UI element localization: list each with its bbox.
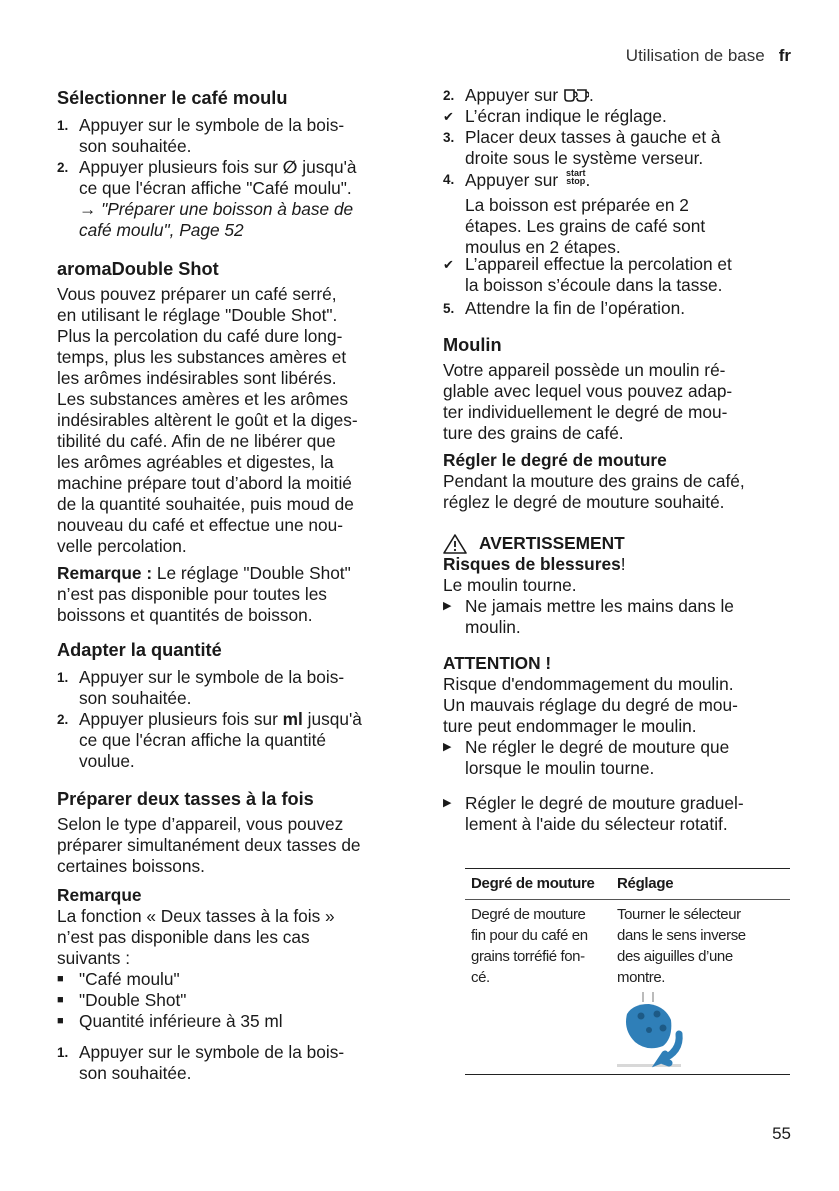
grind-setting-body: Pendant la mouture des grains de café, réglez le degré de mouture souhaité. [443,471,745,512]
check-icon: ✔ [443,257,454,272]
left-column [57,84,407,1084]
two-cups-icon [563,87,589,103]
step-1: 1. Appuyer sur le symbole de la bois- son souhaitée. [57,667,345,708]
page-number: 55 [772,1124,791,1143]
heading-aroma-double-shot: aromaDouble Shot [57,259,219,279]
step-5: 5. Attendre la fin de l’opération. [443,298,685,318]
table-header: Degré de mouture Réglage [465,869,790,900]
page-header [626,46,791,66]
two-cups-body: Selon le type d’appareil, vous pouvez préparer simultanément deux tasses de certaines boissons. [57,814,361,876]
result-display: ✔ L’écran indique le réglage. [443,106,667,126]
step-4: 4. Appuyer sur start stop . [443,168,591,190]
moulin-body: Votre appareil possède un moulin ré- glable avec lequel vous pouvez adap- ter individuellement le degré de mou- ture des grains de café. [443,360,733,443]
attention-action: ▶ Ne régler le degré de mouture que lorsque le moulin tourne. [443,737,730,778]
step-2: 2. Appuyer plusieurs fois sur ∅ jusqu'à ce que l'écran affiche "Café moulu". → "Préparer une boisson à base de café moulu", Page 52 [57,157,407,241]
check-icon: ✔ [443,109,454,124]
remark-title: Remarque [57,885,142,905]
warning-heading: AVERTISSEMENT [443,533,793,554]
result-percolation: ✔ L’appareil effectue la percolation et la boisson s’écoule dans la tasse. [443,254,732,295]
step-1: 1. Appuyer sur le symbole de la bois- son souhaitée. [57,1042,345,1083]
section-title: Utilisation de base [625,46,765,65]
grinder-dial-icon [613,990,693,1070]
heading-moulin: Moulin [443,335,502,355]
heading-adjust-quantity: Adapter la quantité [57,640,222,660]
list-item: ■ Quantité inférieure à 35 ml [57,1011,283,1031]
attention-title: ATTENTION ! [443,653,552,673]
step-2: 2. Appuyer sur . [443,85,594,105]
final-action: ▶ Régler le degré de mouture graduel- lement à l'aide du sélecteur rotatif. [443,793,744,834]
grind-table [465,868,790,1075]
table-row: Degré de mouture fin pour du café en grains torréfié fon- cé. Tourner le sélecteur dans le sens inverse des aiguilles d’une montre. [465,900,790,1070]
step-2: 2. Appuyer plusieurs fois sur ml jusqu'à ce que l'écran affiche la quantité voulue. [57,709,362,771]
right-column [443,84,793,835]
cross-reference: → "Préparer une boisson à base de [79,199,354,219]
step-4-body: La boisson est préparée en 2 étapes. Les grains de café sont moulus en 2 étapes. [465,195,706,257]
two-cups-remark: La fonction « Deux tasses à la fois » n’est pas disponible dans les cas suivants : [57,906,335,968]
warning-action: ▶ Ne jamais mettre les mains dans le moulin. [443,596,734,637]
step-1: 1. Appuyer sur le symbole de la bois- son souhaitée. [57,115,345,156]
language-tag: fr [778,46,791,65]
list-item: ■ "Café moulu" [57,969,180,989]
step-3: 3. Placer deux tasses à gauche et à droite sous le système verseur. [443,127,721,168]
start-stop-icon: start stop [566,168,586,186]
heading-grind-setting: Régler le degré de mouture [443,450,667,470]
double-shot-remark: Remarque : Le réglage "Double Shot" n’est pas disponible pour toutes les boissons et quantités de boisson. [57,563,351,625]
warning-triangle-icon [443,534,467,554]
attention-body: Risque d'endommagement du moulin. Un mauvais réglage du degré de mou- ture peut endommager le moulin. [443,674,738,736]
heading-select-ground-coffee: Sélectionner le café moulu [57,88,288,108]
double-shot-body: Vous pouvez préparer un café serré, en utilisant le réglage "Double Shot". Plus la percolation du café dure long- temps, plus les substances amères et les arômes indésirables sont libérés. Les substances amères et les arômes indésirables altèrent le goût et la diges- tibilité du café. Afin de ne libérer que les arômes agréables et digestes, la machine prépare tout d’abord la moitié de la quantité souhaitée, puis moud de nouveau du café et effectue une nou- velle percolation. [57,284,358,556]
list-item: ■ "Double Shot" [57,990,187,1010]
ml-symbol: ml [282,709,303,729]
warning-block: Risques de blessures! Le moulin tourne. [443,554,626,595]
ground-coffee-icon: ∅ [282,157,298,177]
heading-two-cups: Préparer deux tasses à la fois [57,789,314,809]
